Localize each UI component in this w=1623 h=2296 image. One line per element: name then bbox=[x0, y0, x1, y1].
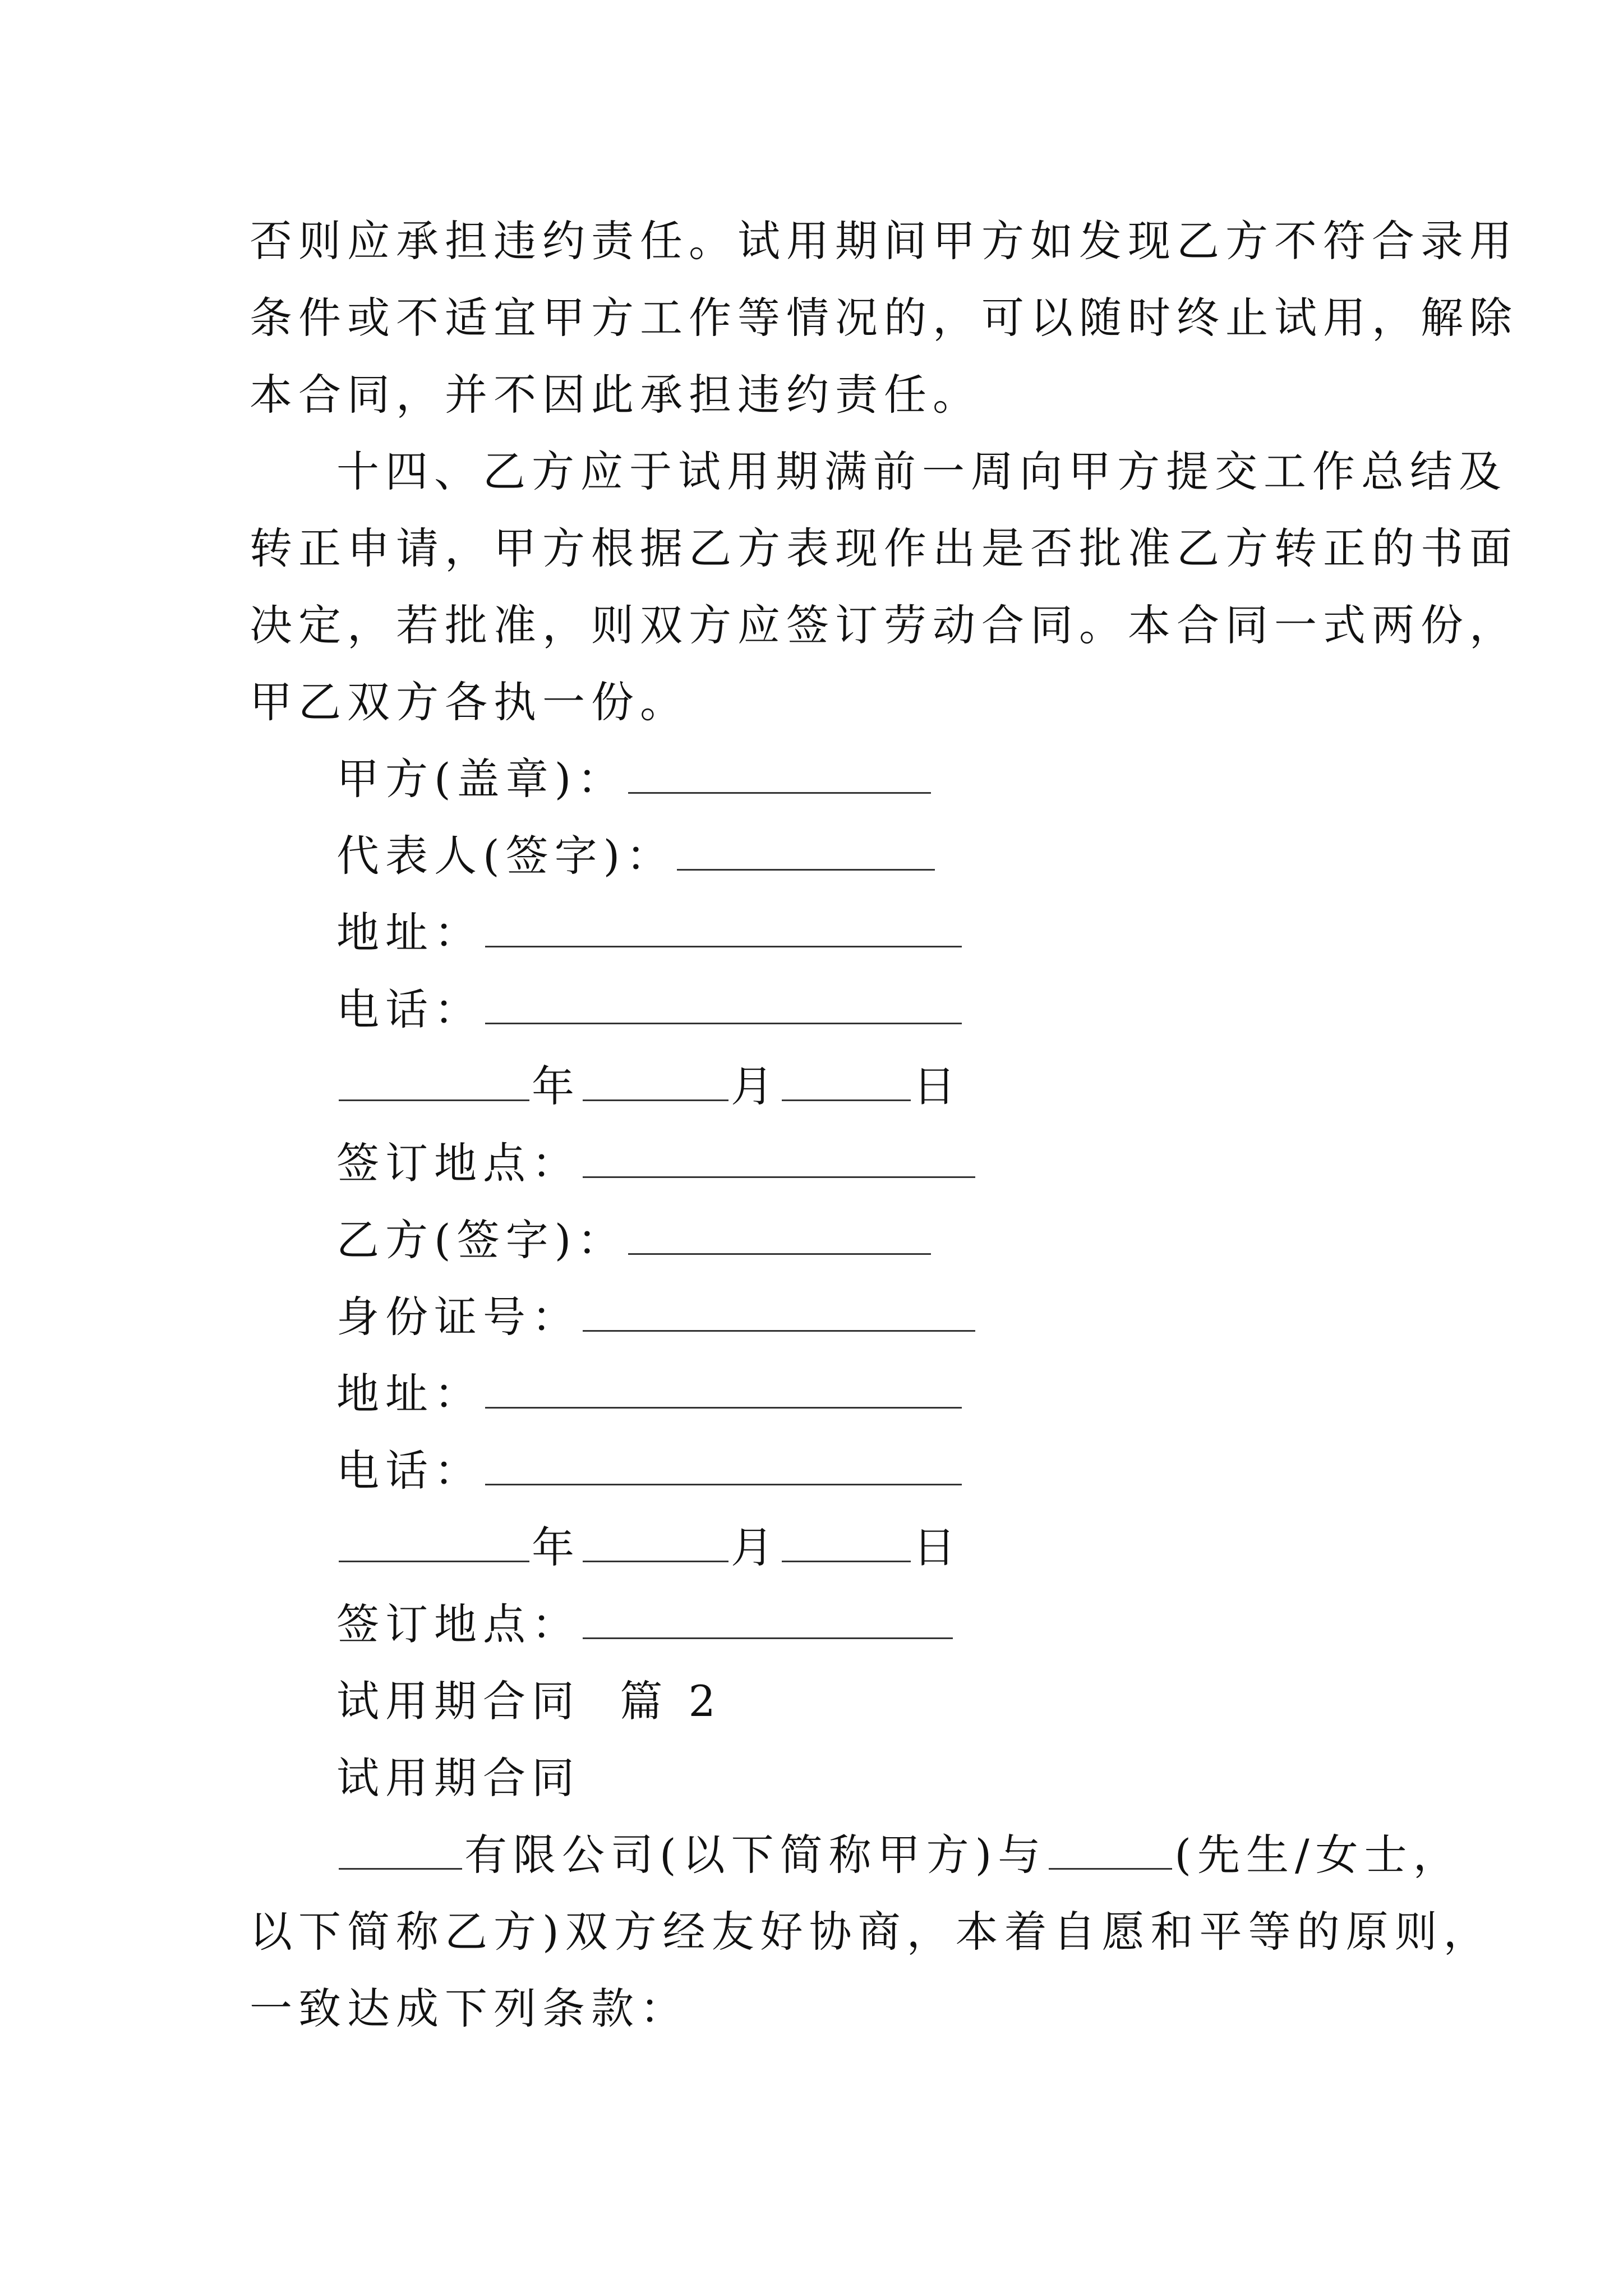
party-b-id-label: 身份证号： bbox=[336, 1292, 580, 1342]
party-a-place-field[interactable] bbox=[583, 1139, 975, 1178]
paragraph-2-line-3: 决定，若批准，则双方应签订劳动合同。本合同一式两份， bbox=[250, 600, 1518, 650]
party-a-seal-field[interactable] bbox=[628, 755, 931, 794]
party-a-month-field[interactable] bbox=[583, 1062, 728, 1101]
party-b-month-field[interactable] bbox=[583, 1524, 728, 1562]
paragraph-1-line-1: 否则应承担违约责任。试用期间甲方如发现乙方不符合录用 bbox=[250, 216, 1518, 266]
party-a-seal-label: 甲方(盖章)： bbox=[336, 754, 626, 804]
party-b-phone-field[interactable] bbox=[485, 1447, 962, 1485]
intro-line-2: 以下简称乙方)双方经友好协商，本着自愿和平等的原则， bbox=[250, 1907, 1492, 1957]
party-b-year-field[interactable] bbox=[339, 1524, 529, 1562]
party-b-month-label: 月 bbox=[731, 1522, 780, 1572]
party-a-place-row bbox=[336, 1135, 978, 1191]
party-b-date-row bbox=[336, 1520, 962, 1576]
company-name-field[interactable] bbox=[339, 1831, 462, 1870]
party-a-place-label: 签订地点： bbox=[336, 1138, 580, 1188]
party-b-sign-field[interactable] bbox=[628, 1216, 931, 1255]
paragraph-2-line-4: 甲乙双方各执一份。 bbox=[250, 677, 689, 727]
party-a-address-field[interactable] bbox=[485, 909, 962, 947]
paragraph-1-line-2: 条件或不适宜甲方工作等情况的，可以随时终止试用，解除 bbox=[250, 293, 1518, 343]
party-b-place-label: 签订地点： bbox=[336, 1599, 580, 1649]
contract-title: 试用期合同 bbox=[336, 1753, 580, 1803]
party-b-phone-row bbox=[336, 1443, 964, 1499]
paragraph-1-line-3: 本合同，并不因此承担违约责任。 bbox=[250, 370, 981, 420]
intro-company-text: 有限公司(以下简称甲方)与 bbox=[464, 1830, 1047, 1880]
party-b-place-field[interactable] bbox=[583, 1600, 953, 1639]
party-a-address-label: 地址： bbox=[336, 908, 483, 958]
paragraph-2-line-1: 十四、乙方应于试用期满前一周向甲方提交工作总结及 bbox=[336, 447, 1507, 496]
intro-person-text: (先生/女士， bbox=[1174, 1830, 1462, 1880]
party-a-date-row bbox=[336, 1059, 962, 1115]
party-a-day-label: 日 bbox=[913, 1061, 962, 1111]
section-heading: 试用期合同 篇 2 bbox=[336, 1676, 722, 1726]
party-a-phone-label: 电话： bbox=[336, 984, 483, 1034]
party-a-phone-field[interactable] bbox=[485, 986, 962, 1024]
party-a-year-field[interactable] bbox=[339, 1062, 529, 1101]
party-b-address-field[interactable] bbox=[485, 1370, 962, 1409]
party-a-day-field[interactable] bbox=[782, 1062, 911, 1101]
party-b-id-field[interactable] bbox=[583, 1293, 975, 1332]
party-a-month-label: 月 bbox=[731, 1061, 780, 1111]
party-b-phone-label: 电话： bbox=[336, 1446, 483, 1496]
paragraph-2-line-2: 转正申请，甲方根据乙方表现作出是否批准乙方转正的书面 bbox=[250, 523, 1518, 573]
party-a-rep-field[interactable] bbox=[677, 832, 935, 871]
party-b-day-label: 日 bbox=[913, 1522, 962, 1572]
party-b-sign-row bbox=[336, 1212, 933, 1268]
party-a-seal-row bbox=[336, 751, 933, 807]
party-b-year-label: 年 bbox=[532, 1522, 580, 1572]
party-a-rep-row bbox=[336, 828, 937, 884]
party-b-address-label: 地址： bbox=[336, 1369, 483, 1419]
party-a-phone-row bbox=[336, 982, 964, 1038]
party-a-rep-label: 代表人(签字)： bbox=[336, 831, 675, 881]
person-name-field[interactable] bbox=[1049, 1831, 1172, 1870]
party-b-id-row bbox=[336, 1289, 978, 1345]
intro-line-1 bbox=[336, 1827, 1462, 1883]
party-b-sign-label: 乙方(签字)： bbox=[336, 1215, 626, 1265]
party-b-day-field[interactable] bbox=[782, 1524, 911, 1562]
intro-line-3: 一致达成下列条款： bbox=[250, 1984, 689, 2033]
party-b-place-row bbox=[336, 1596, 955, 1653]
party-b-address-row bbox=[336, 1366, 964, 1422]
party-a-year-label: 年 bbox=[532, 1061, 580, 1111]
party-a-address-row bbox=[336, 905, 964, 961]
